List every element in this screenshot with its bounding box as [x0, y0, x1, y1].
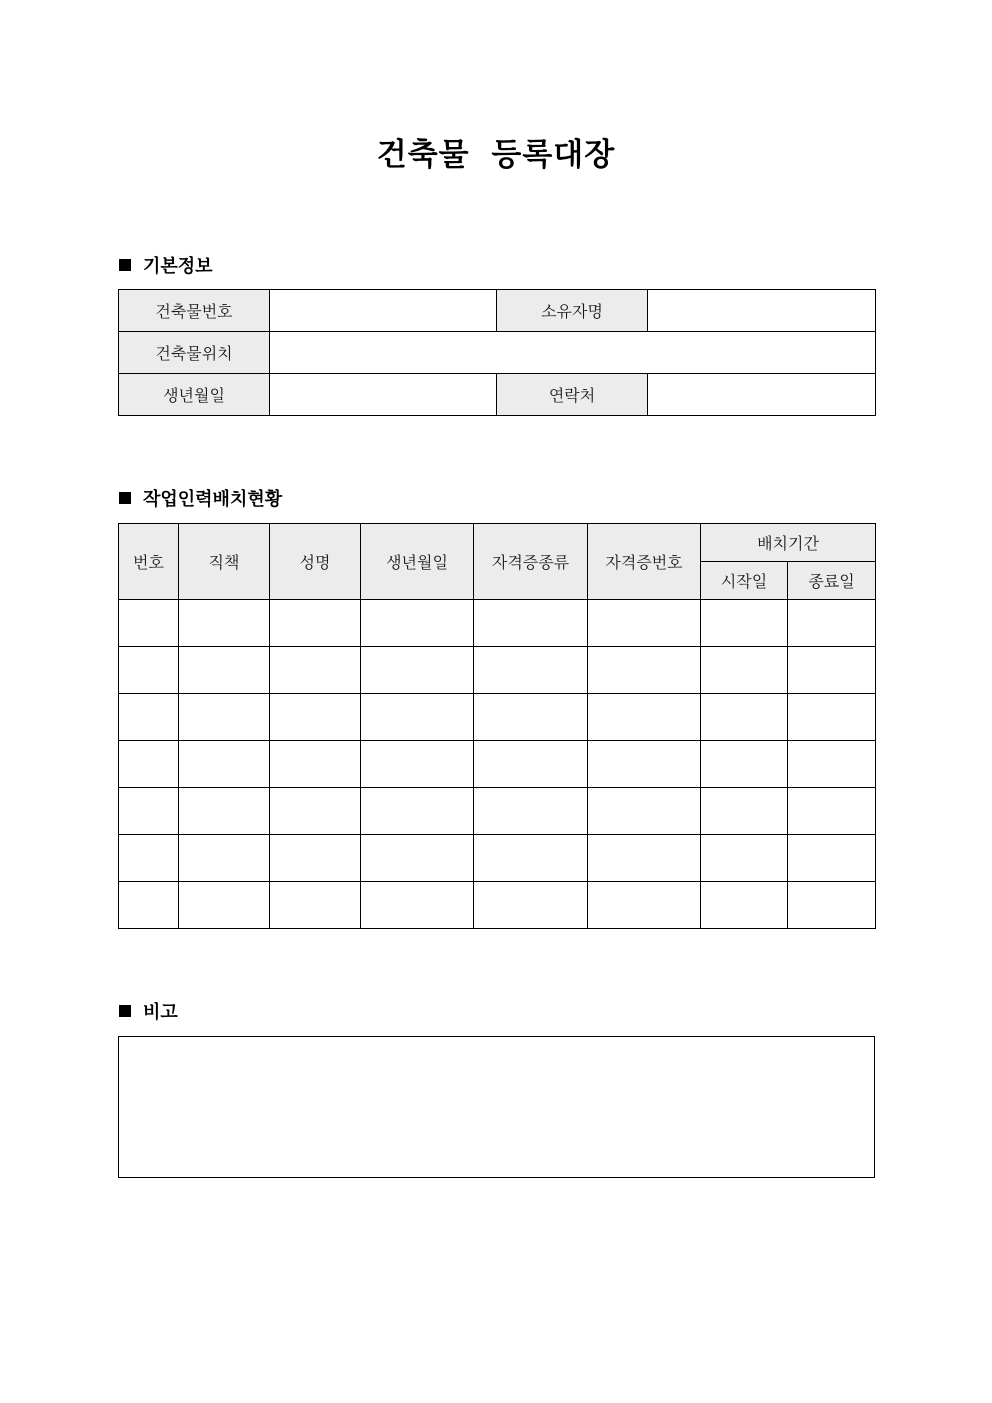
- cell-cert-number[interactable]: [588, 741, 701, 788]
- cell-end-date[interactable]: [788, 647, 876, 694]
- cell-cert-type[interactable]: [474, 694, 588, 741]
- building-number-field[interactable]: [270, 290, 497, 332]
- cell-cert-type[interactable]: [474, 647, 588, 694]
- table-row: [119, 788, 876, 835]
- cell-number[interactable]: [119, 600, 179, 647]
- cell-number[interactable]: [119, 835, 179, 882]
- cell-cert-type[interactable]: [474, 600, 588, 647]
- table-row: [119, 694, 876, 741]
- remarks-heading: [119, 999, 178, 1023]
- owner-name-label: 소유자명: [497, 290, 648, 332]
- cell-start-date[interactable]: [701, 788, 788, 835]
- remarks-field[interactable]: [119, 1037, 875, 1178]
- cell-birth-date[interactable]: [361, 835, 474, 882]
- cell-birth-date[interactable]: [361, 600, 474, 647]
- workforce-table-body: [119, 600, 876, 929]
- cell-end-date[interactable]: [788, 694, 876, 741]
- square-bullet-icon: [119, 492, 131, 504]
- cell-name[interactable]: [270, 694, 361, 741]
- workforce-table: [118, 523, 876, 929]
- header-position: 직책: [179, 524, 270, 600]
- cell-cert-number[interactable]: [588, 882, 701, 929]
- cell-number[interactable]: [119, 882, 179, 929]
- remarks-heading-label: 비고: [143, 1002, 178, 1023]
- building-location-field[interactable]: [270, 332, 876, 374]
- cell-position[interactable]: [179, 694, 270, 741]
- cell-birth-date[interactable]: [361, 882, 474, 929]
- cell-cert-type[interactable]: [474, 788, 588, 835]
- cell-cert-number[interactable]: [588, 694, 701, 741]
- table-row: [119, 835, 876, 882]
- header-birth-date: 생년월일: [361, 524, 474, 600]
- square-bullet-icon: [119, 1005, 131, 1017]
- cell-end-date[interactable]: [788, 788, 876, 835]
- cell-birth-date[interactable]: [361, 647, 474, 694]
- cell-start-date[interactable]: [701, 741, 788, 788]
- cell-name[interactable]: [270, 835, 361, 882]
- remarks-table: [118, 1036, 875, 1178]
- workforce-heading-label: 작업인력배치현황: [143, 489, 283, 510]
- cell-start-date[interactable]: [701, 600, 788, 647]
- page-title: 건축물 등록대장: [376, 137, 616, 173]
- cell-position[interactable]: [179, 882, 270, 929]
- cell-birth-date[interactable]: [361, 788, 474, 835]
- table-row: [119, 741, 876, 788]
- contact-field[interactable]: [648, 374, 876, 416]
- header-period: 배치기간: [701, 524, 876, 562]
- table-row: [119, 600, 876, 647]
- building-location-label: 건축물위치: [119, 332, 270, 374]
- cell-position[interactable]: [179, 741, 270, 788]
- header-number: 번호: [119, 524, 179, 600]
- cell-cert-type[interactable]: [474, 741, 588, 788]
- cell-name[interactable]: [270, 882, 361, 929]
- cell-cert-number[interactable]: [588, 835, 701, 882]
- cell-start-date[interactable]: [701, 835, 788, 882]
- cell-position[interactable]: [179, 788, 270, 835]
- cell-name[interactable]: [270, 647, 361, 694]
- cell-end-date[interactable]: [788, 600, 876, 647]
- cell-position[interactable]: [179, 647, 270, 694]
- table-row: [119, 1037, 875, 1178]
- table-row: [119, 374, 876, 416]
- cell-cert-type[interactable]: [474, 835, 588, 882]
- birth-date-label: 생년월일: [119, 374, 270, 416]
- workforce-heading: [119, 486, 282, 510]
- cell-start-date[interactable]: [701, 882, 788, 929]
- cell-start-date[interactable]: [701, 694, 788, 741]
- table-header-row: [119, 524, 876, 562]
- contact-label: 연락처: [497, 374, 648, 416]
- birth-date-field[interactable]: [270, 374, 497, 416]
- cell-number[interactable]: [119, 647, 179, 694]
- square-bullet-icon: [119, 259, 131, 271]
- header-cert-type: 자격증종류: [474, 524, 588, 600]
- basic-info-heading: [119, 253, 213, 277]
- cell-birth-date[interactable]: [361, 741, 474, 788]
- cell-name[interactable]: [270, 788, 361, 835]
- cell-cert-type[interactable]: [474, 882, 588, 929]
- basic-info-heading-label: 기본정보: [143, 256, 213, 277]
- cell-number[interactable]: [119, 741, 179, 788]
- cell-end-date[interactable]: [788, 741, 876, 788]
- basic-info-table: [118, 289, 876, 416]
- cell-end-date[interactable]: [788, 835, 876, 882]
- header-start-date: 시작일: [701, 562, 788, 600]
- building-number-label: 건축물번호: [119, 290, 270, 332]
- cell-start-date[interactable]: [701, 647, 788, 694]
- header-end-date: 종료일: [788, 562, 876, 600]
- cell-position[interactable]: [179, 600, 270, 647]
- cell-cert-number[interactable]: [588, 600, 701, 647]
- cell-cert-number[interactable]: [588, 788, 701, 835]
- cell-cert-number[interactable]: [588, 647, 701, 694]
- header-cert-number: 자격증번호: [588, 524, 701, 600]
- table-row: [119, 647, 876, 694]
- cell-name[interactable]: [270, 600, 361, 647]
- cell-number[interactable]: [119, 788, 179, 835]
- owner-name-field[interactable]: [648, 290, 876, 332]
- cell-number[interactable]: [119, 694, 179, 741]
- table-row: [119, 332, 876, 374]
- cell-end-date[interactable]: [788, 882, 876, 929]
- header-name: 성명: [270, 524, 361, 600]
- cell-birth-date[interactable]: [361, 694, 474, 741]
- table-row: [119, 882, 876, 929]
- cell-position[interactable]: [179, 835, 270, 882]
- table-row: [119, 290, 876, 332]
- cell-name[interactable]: [270, 741, 361, 788]
